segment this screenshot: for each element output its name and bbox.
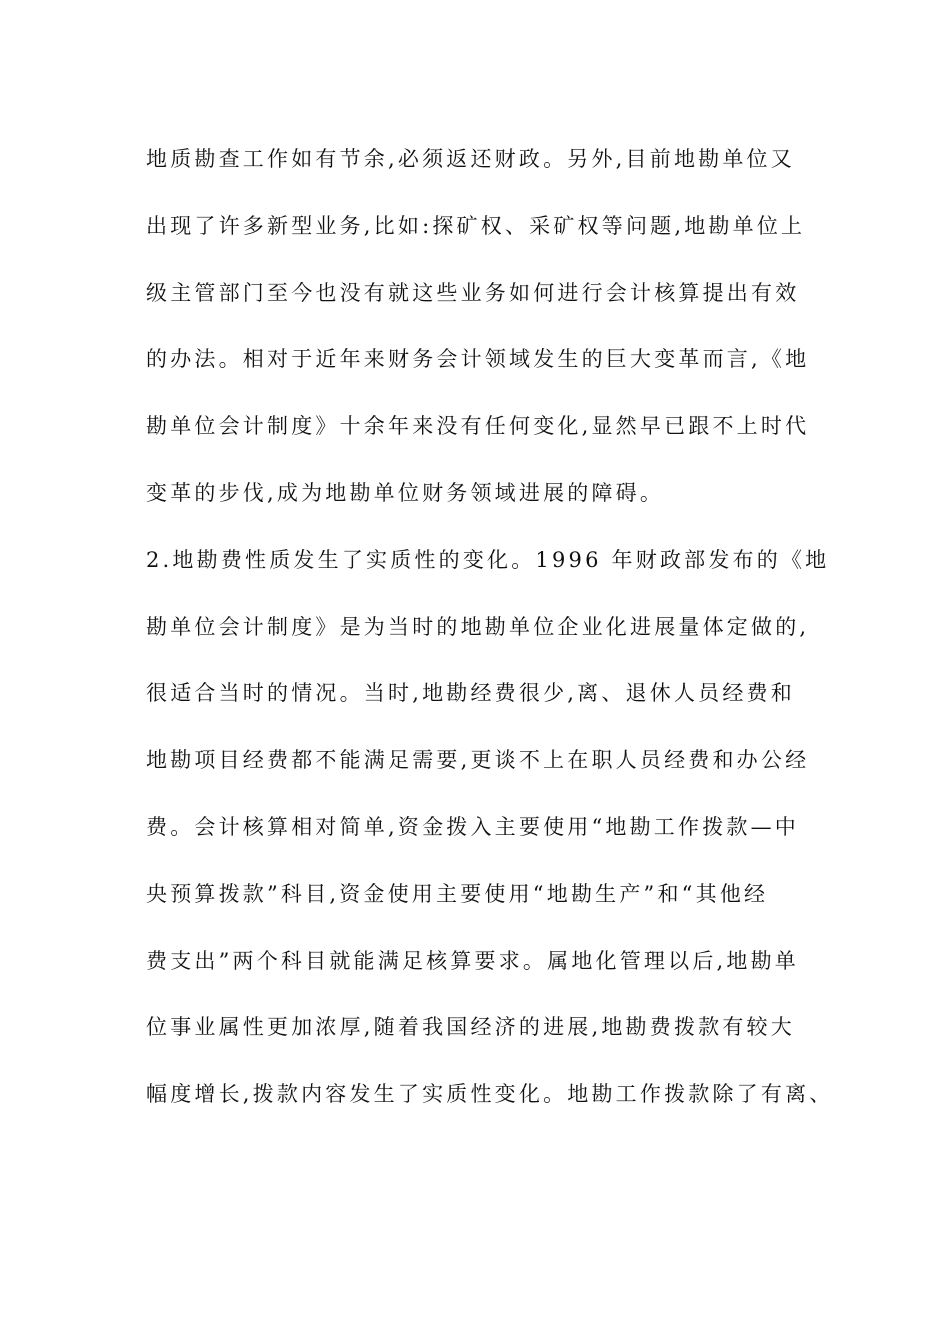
body-text (146, 126, 836, 1128)
text-line: 勘单位会计制度》是为当时的地勘单位企业化进展量体定做的, (146, 614, 810, 639)
text-line: 很适合当时的情况。当时,地勘经费很少,离、退休人员经费和 (146, 681, 795, 706)
text-line: 地勘项目经费都不能满足需要,更谈不上在职人员经费和办公经 (146, 748, 810, 773)
text-line: 变革的步伐,成为地勘单位财务领域进展的障碍。 (146, 480, 665, 505)
text-line: 费。会计核算相对简单,资金拨入主要使用“地勘工作拨款—中 (146, 814, 800, 839)
text-line: 的办法。相对于近年来财务会计领域发生的巨大变革而言,《地 (146, 347, 810, 372)
text-line: 央预算拨款”科目,资金使用主要使用“地勘生产”和“其他经 (146, 881, 769, 906)
text-line: 位事业属性更加浓厚,随着我国经济的进展,地勘费拨款有较大 (146, 1015, 795, 1040)
section-start-line: 2.地勘费性质发生了实质性的变化。1996 年财政部发布的《地 (146, 547, 830, 572)
text-line: 级主管部门至今也没有就这些业务如何进行会计核算提出有效 (146, 280, 800, 305)
text-line: 地质勘查工作如有节余,必须返还财政。另外,目前地勘单位又 (146, 147, 795, 171)
text-line: 幅度增长,拨款内容发生了实质性变化。地勘工作拨款除了有离、 (146, 1082, 834, 1107)
text-line: 费支出”两个科目就能满足核算要求。属地化管理以后,地勘单 (146, 948, 800, 973)
text-line: 勘单位会计制度》十余年来没有任何变化,显然早已跟不上时代 (146, 414, 810, 439)
text-line: 出现了许多新型业务,比如:探矿权、采矿权等问题,地勘单位上 (146, 213, 806, 238)
